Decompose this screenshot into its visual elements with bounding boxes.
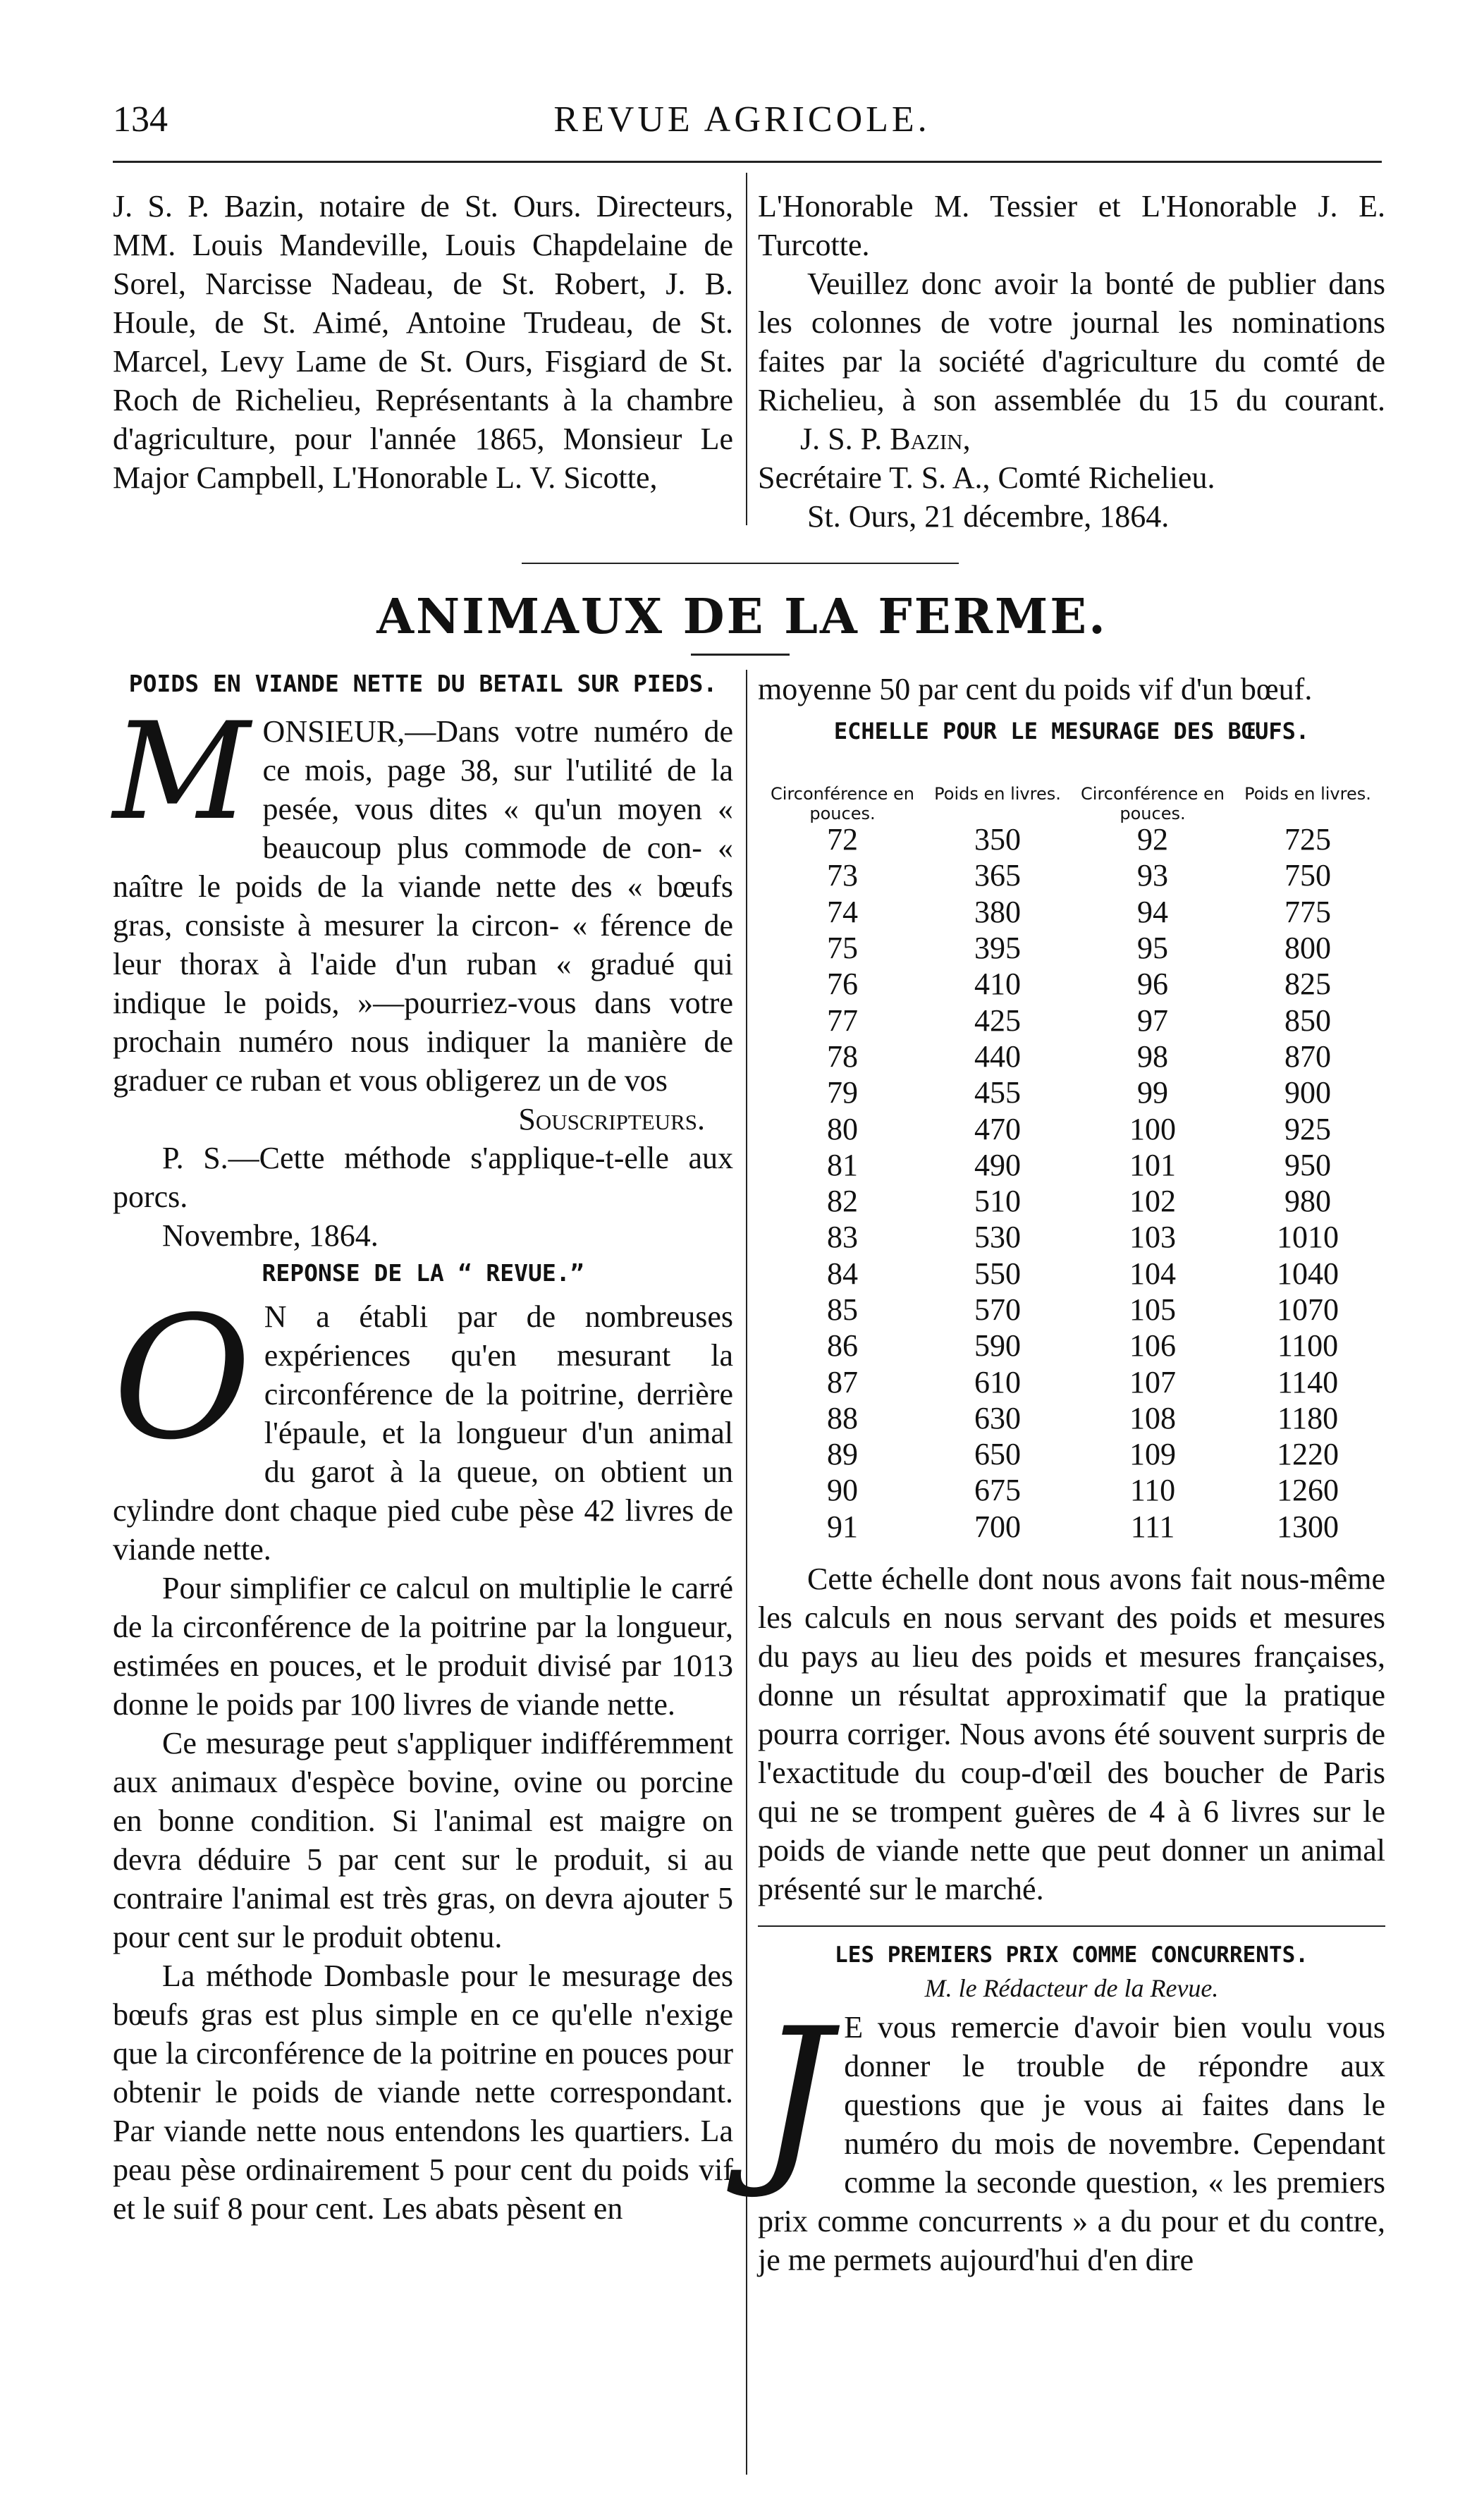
letter-signature: Souscripteurs.: [518, 1102, 705, 1136]
table-row: [765, 1436, 1385, 1472]
section-rule-top: [522, 563, 959, 564]
table-row: [765, 1147, 1385, 1183]
signature-name: J. S. P. Bazin,: [800, 422, 971, 456]
letter-dropcap: M: [113, 694, 250, 850]
dombasle-paragraph: La méthode Dombasle pour le mesurage des bœufs gras est plus simple en ce qu'elle n'exige que la circonférence de la poitrine en pouces pour obtenir le poids de viande nette correspondant. Par viande nette nous entendons les quartiers. La peau pèse ordinairement 5 pour cent du poids vif et le suif 8 pour cent. Les abats pèsent en: [113, 1959, 733, 2226]
table-cell: 725: [1284, 822, 1331, 857]
table-cell: 93: [1137, 858, 1168, 893]
table-cell: 92: [1137, 822, 1168, 857]
table-cell: 76: [827, 967, 858, 1002]
table-cell: 98: [1137, 1039, 1168, 1074]
lower-column-divider: [746, 670, 747, 2475]
table-cell: 96: [1137, 967, 1168, 1002]
table-cell: 950: [1284, 1147, 1331, 1182]
table-cell: 440: [974, 1039, 1021, 1074]
table-row: [765, 966, 1385, 1002]
table-cell: 590: [974, 1328, 1021, 1364]
table-cell: 105: [1129, 1292, 1176, 1327]
table-cell: 1220: [1277, 1437, 1339, 1472]
table-cell: 90: [827, 1473, 858, 1508]
header-rule: [113, 161, 1382, 163]
publication-request-paragraph: [758, 264, 1385, 458]
table-cell: 108: [1129, 1400, 1176, 1435]
honorables-paragraph: L'Honorable M. Tessier et L'Honorable J. E. Turcotte.: [758, 189, 1385, 262]
lower-right-column-bottom: [758, 1560, 1385, 2279]
table-cell: 75: [827, 931, 858, 966]
table-cell: 870: [1284, 1039, 1331, 1074]
table-cell: 455: [974, 1075, 1021, 1110]
table-cell: 88: [827, 1400, 858, 1435]
table-cell: 86: [827, 1328, 858, 1364]
top-column-divider: [746, 173, 747, 525]
table-cell: 83: [827, 1220, 858, 1255]
lower-right-column-top: [758, 670, 1385, 745]
measurement-table: [765, 821, 1385, 1545]
directors-paragraph: J. S. P. Bazin, notaire de St. Ours. Directeurs, MM. Louis Mandeville, Louis Chapdelaine de Sorel, Narcisse Nadeau, de St. Robert, J. B. Houle, de St. Aimé, Antoine Trudeau, de St. Marcel, Levy Lame de St. Ours, Fisgiard de St. Roch de Richelieu, Représentants à la chambre d'agriculture, pour l'année 1865, Monsieur Le Major Campbell, L'Honorable L. V. Sicotte,: [113, 189, 733, 495]
table-cell: 570: [974, 1292, 1021, 1327]
table-cell: 530: [974, 1220, 1021, 1255]
prix-subhead: LES PREMIERS PRIX COMME CONCURRENTS.: [835, 1942, 1308, 1968]
letter-paragraph: [113, 694, 733, 1100]
request-text: Veuillez donc avoir la bonté de publier dans les colonnes de votre journal les nominations faites par la société d'agriculture du comté de Richelieu, à son assemblée du 15 du courant.: [758, 266, 1385, 417]
table-cell: 79: [827, 1075, 858, 1110]
prix-dropcap: J: [758, 1990, 832, 2202]
table-cell: 425: [974, 1003, 1021, 1038]
section-title: ANIMAUX DE LA FERME.: [376, 589, 1108, 645]
table-cell: 825: [1284, 967, 1331, 1002]
table-cell: 78: [827, 1039, 858, 1074]
table-cell: 775: [1284, 894, 1331, 929]
reply-dropcap: O: [113, 1280, 252, 1477]
table-header-row: [765, 784, 1385, 823]
article-subhead-poids: POIDS EN VIANDE NETTE DU BETAIL SUR PIEDS.: [128, 670, 718, 697]
table-row: [765, 894, 1385, 930]
table-cell: 510: [974, 1184, 1021, 1219]
table-cell: 73: [827, 858, 858, 893]
table-row: [765, 1110, 1385, 1146]
reply-subhead: REPONSE DE LA “ REVUE.”: [262, 1259, 584, 1287]
continuation-paragraph: moyenne 50 par cent du poids vif d'un bœuf.: [758, 672, 1313, 706]
signature-title: Secrétaire T. S. A., Comté Richelieu.: [758, 460, 1215, 495]
top-left-column: [113, 187, 733, 497]
table-cell: 91: [827, 1509, 858, 1544]
table-cell: 380: [974, 894, 1021, 929]
table-cell: 103: [1129, 1220, 1176, 1255]
prix-salutation: M. le Rédacteur de la Revue.: [924, 1974, 1219, 2002]
table-cell: 350: [974, 822, 1021, 857]
table-cell: 97: [1137, 1003, 1168, 1038]
table-cell: 81: [827, 1147, 858, 1182]
table-cell: 101: [1129, 1147, 1176, 1182]
table-title: ECHELLE POUR LE MESURAGE DES BŒUFS.: [833, 718, 1310, 745]
table-cell: 410: [974, 967, 1021, 1002]
table-cell: 89: [827, 1437, 858, 1472]
table-cell: 104: [1129, 1256, 1176, 1291]
prix-rule: [758, 1925, 1385, 1927]
table-cell: 1140: [1277, 1364, 1339, 1399]
table-cell: 850: [1284, 1003, 1331, 1038]
table-cell: 395: [974, 931, 1021, 966]
running-title: REVUE AGRICOLE.: [553, 99, 931, 140]
postscript-date: Novembre, 1864.: [162, 1218, 379, 1253]
table-row: [765, 857, 1385, 893]
table-row: [765, 1183, 1385, 1219]
table-cell: 900: [1284, 1075, 1331, 1110]
table-cell: 80: [827, 1111, 858, 1146]
table-cell: 102: [1129, 1184, 1176, 1219]
lower-left-column: [113, 670, 733, 2228]
table-header-2: Poids en livres.: [934, 784, 1061, 804]
table-cell: 109: [1129, 1437, 1176, 1472]
letter-date: St. Ours, 21 décembre, 1864.: [807, 499, 1170, 534]
table-cell: 1010: [1277, 1220, 1339, 1255]
top-right-column: [758, 187, 1385, 536]
table-cell: 610: [974, 1364, 1021, 1399]
table-cell: 107: [1129, 1364, 1176, 1399]
table-row: [765, 1472, 1385, 1508]
table-row: [765, 1400, 1385, 1436]
table-cell: 365: [974, 858, 1021, 893]
table-cell: 111: [1130, 1509, 1175, 1544]
table-row: [765, 1364, 1385, 1399]
table-row: [765, 1039, 1385, 1074]
table-cell: 550: [974, 1256, 1021, 1291]
table-cell: 72: [827, 822, 858, 857]
table-cell: 84: [827, 1256, 858, 1291]
table-row: [765, 821, 1385, 857]
table-row: [765, 1074, 1385, 1110]
table-cell: 750: [1284, 858, 1331, 893]
prix-body: E vous remercie d'avoir bien voulu vous donner le trouble de répondre aux questions que je vous ai faites dans le numéro du mois de novembre. Cependant comme la seconde question, « les premiers prix comme concurrents » a du pour et du contre, je me permets aujourd'hui d'en dire: [758, 2010, 1385, 2277]
table-row: [765, 1509, 1385, 1545]
simplify-paragraph: Pour simplifier ce calcul on multiplie le carré de la circonférence de la poitrine par la longueur, estimées en pouces, et le produit divisé par 1013 donne le poids par 100 livres de viande nette.: [113, 1571, 733, 1722]
table-cell: 650: [974, 1437, 1021, 1472]
table-cell: 490: [974, 1147, 1021, 1182]
table-cell: 675: [974, 1473, 1021, 1508]
table-cell: 110: [1129, 1473, 1176, 1508]
table-cell: 1040: [1277, 1256, 1339, 1291]
table-cell: 630: [974, 1400, 1021, 1435]
table-row: [765, 1256, 1385, 1292]
table-header-4: Poids en livres.: [1244, 784, 1371, 804]
table-row: [765, 930, 1385, 966]
table-cell: 99: [1137, 1075, 1168, 1110]
table-cell: 77: [827, 1003, 858, 1038]
table-cell: 800: [1284, 931, 1331, 966]
prix-paragraph: [758, 1990, 1385, 2279]
table-cell: 85: [827, 1292, 858, 1327]
table-cell: 1260: [1277, 1473, 1339, 1508]
table-cell: 106: [1129, 1328, 1176, 1364]
table-row: [765, 1328, 1385, 1364]
postscript: P. S.—Cette méthode s'applique-t-elle aux porcs.: [113, 1141, 733, 1214]
table-row: [765, 1292, 1385, 1328]
table-cell: 1070: [1277, 1292, 1339, 1327]
table-cell: 700: [974, 1509, 1021, 1544]
table-cell: 94: [1137, 894, 1168, 929]
echelle-paragraph: Cette échelle dont nous avons fait nous-même les calculs en nous servant des poids et mesures du pays au lieu des poids et mesures françaises, donne un résultat approximatif que la pratique pourra corriger. Nous avons été souvent surpris de l'exactitude du coup-d'œil des boucher de Paris qui ne se trompent guères de 4 à 6 livres sur le poids de viande nette que peut donner un animal présenté sur le marché.: [758, 1562, 1385, 1906]
table-cell: 1180: [1277, 1400, 1339, 1435]
reply-paragraph: [113, 1280, 733, 1569]
table-row: [765, 1002, 1385, 1038]
mesurage-paragraph: Ce mesurage peut s'appliquer indifféremment aux animaux d'espèce bovine, ovine ou porcine en bonne condition. Si l'animal est maigre on devra déduire 5 par cent sur le produit, si au contraire l'animal est très gras, on devra ajouter 5 pour cent sur le produit obtenu.: [113, 1726, 733, 1954]
table-cell: 95: [1137, 931, 1168, 966]
table-cell: 925: [1284, 1111, 1331, 1146]
table-header-1: Circonférence en pouces.: [771, 784, 914, 823]
table-cell: 100: [1129, 1111, 1176, 1146]
table-cell: 1300: [1277, 1509, 1339, 1544]
page-number: 134: [113, 99, 168, 140]
table-cell: 87: [827, 1364, 858, 1399]
table-cell: 74: [827, 894, 858, 929]
table-cell: 470: [974, 1111, 1021, 1146]
table-row: [765, 1219, 1385, 1255]
table-cell: 82: [827, 1184, 858, 1219]
letter-body: ONSIEUR,—Dans votre numéro de ce mois, page 38, sur l'utilité de la pesée, vous dites « qu'un moyen « beaucoup plus commode de con- « naître le poids de la viande nette des « bœufs gras, consiste à mesurer la circon- « férence de leur thorax à l'aide d'un ruban « gradué qui indique le poids, »—pourriez-vous dans votre prochain numéro nous indiquer la manière de graduer ce ruban et vous obligerez un de vos: [113, 714, 733, 1098]
table-header-3: Circonférence en pouces.: [1081, 784, 1225, 823]
table-cell: 1100: [1277, 1328, 1339, 1364]
reply-body: N a établi par de nombreuses expériences qu'en mesurant la circonférence de la poitrine, derrière l'épaule, et la longueur d'un animal du garot à la queue, on obtient un cylindre dont chaque pied cube pèse 42 livres de viande nette.: [113, 1299, 733, 1567]
table-cell: 980: [1284, 1184, 1331, 1219]
section-rule-bottom: [691, 654, 790, 656]
